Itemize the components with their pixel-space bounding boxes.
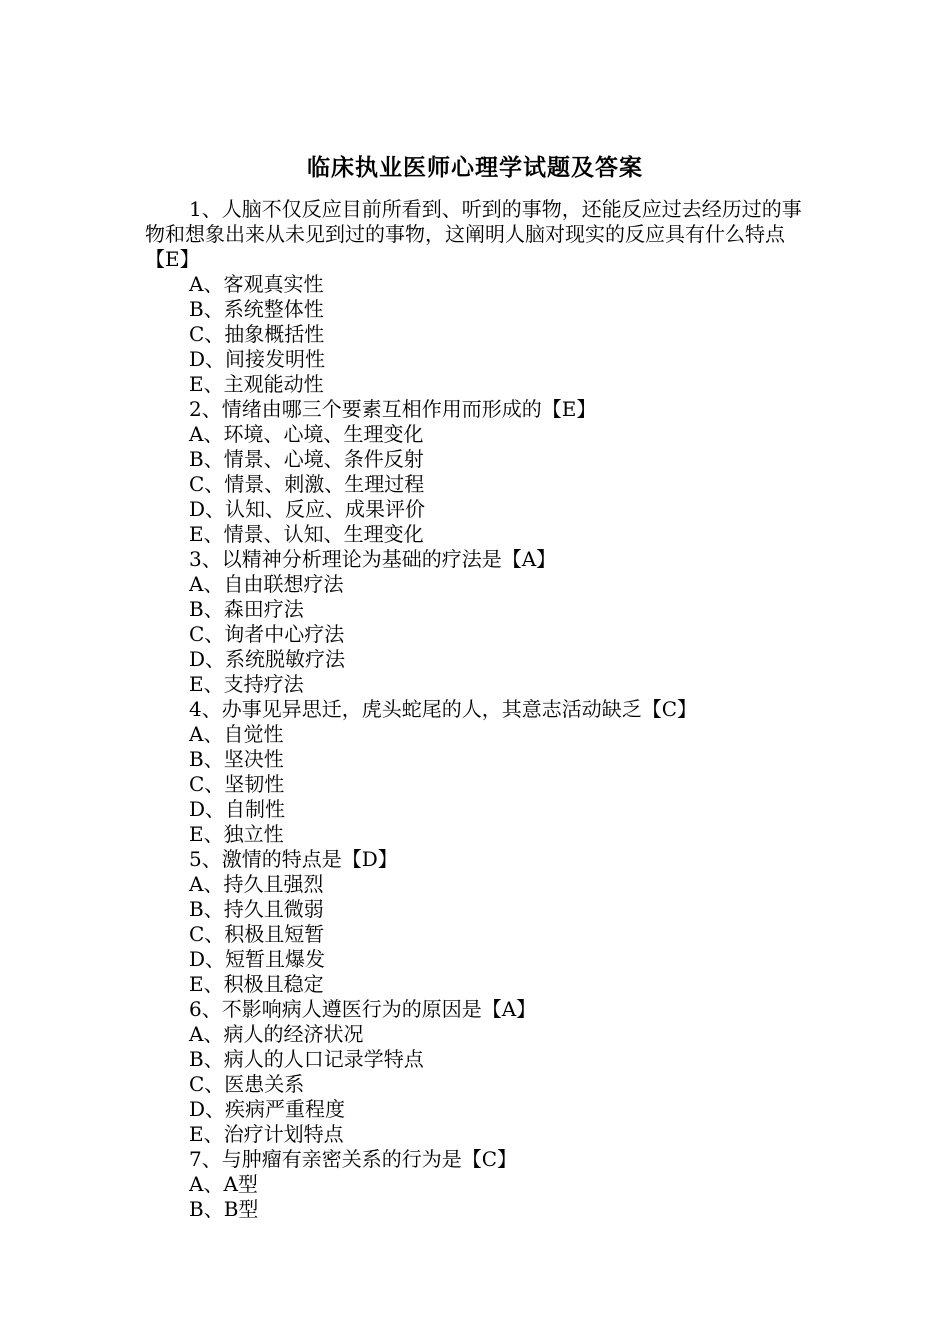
option-item: C、积极且短暂 — [189, 922, 325, 946]
option-item: D、认知、反应、成果评价 — [189, 497, 426, 521]
option-item: B、病人的人口记录学特点 — [189, 1047, 424, 1071]
option-item: E、情景、认知、生理变化 — [189, 522, 424, 546]
option-item: B、系统整体性 — [189, 297, 324, 321]
option-item: B、情景、心境、条件反射 — [189, 447, 424, 471]
question-list — [145, 197, 810, 1222]
option-item: A、环境、心境、生理变化 — [189, 422, 424, 446]
option-item: C、坚韧性 — [189, 772, 285, 796]
option-item: C、医患关系 — [189, 1072, 305, 1096]
option-item: B、森田疗法 — [189, 597, 304, 621]
option-item: E、独立性 — [189, 822, 284, 846]
question-stem: 5、激情的特点是【D】 — [189, 847, 398, 871]
option-item: D、短暂且爆发 — [189, 947, 326, 971]
option-item: A、自觉性 — [189, 722, 284, 746]
question-stem: 6、不影响病人遵医行为的原因是【A】 — [189, 997, 537, 1021]
option-item: B、B型 — [189, 1197, 259, 1221]
option-item: A、病人的经济状况 — [189, 1022, 364, 1046]
option-item: A、自由联想疗法 — [189, 572, 344, 596]
question-stem: 2、情绪由哪三个要素互相作用而形成的【E】 — [189, 397, 597, 421]
option-item: A、持久且强烈 — [189, 872, 324, 896]
option-item: C、抽象概括性 — [189, 322, 325, 346]
option-item: D、疾病严重程度 — [189, 1097, 346, 1121]
page-title: 临床执业医师心理学试题及答案 — [307, 154, 643, 181]
option-item: C、询者中心疗法 — [189, 622, 345, 646]
option-item: E、治疗计划特点 — [189, 1122, 344, 1146]
option-item: E、支持疗法 — [189, 672, 304, 696]
option-item: D、自制性 — [189, 797, 286, 821]
option-item: B、持久且微弱 — [189, 897, 324, 921]
question-stem: 1、人脑不仅反应目前所看到、听到的事物，还能反应过去经历过的事物和想象出来从未见到过的事物，这阐明人脑对现实的反应具有什么特点【E】 — [145, 197, 802, 271]
option-item: A、A型 — [189, 1172, 258, 1196]
option-item: D、间接发明性 — [189, 347, 326, 371]
option-item: E、主观能动性 — [189, 372, 324, 396]
option-item: D、系统脱敏疗法 — [189, 647, 346, 671]
option-item: E、积极且稳定 — [189, 972, 324, 996]
question-stem: 3、以精神分析理论为基础的疗法是【A】 — [189, 547, 557, 571]
option-item: B、坚决性 — [189, 747, 284, 771]
question-stem: 7、与肿瘤有亲密关系的行为是【C】 — [189, 1147, 518, 1171]
option-item: C、情景、刺激、生理过程 — [189, 472, 425, 496]
option-item: A、客观真实性 — [189, 272, 324, 296]
question-stem: 4、办事见异思迁，虎头蛇尾的人，其意志活动缺乏【C】 — [189, 697, 698, 721]
